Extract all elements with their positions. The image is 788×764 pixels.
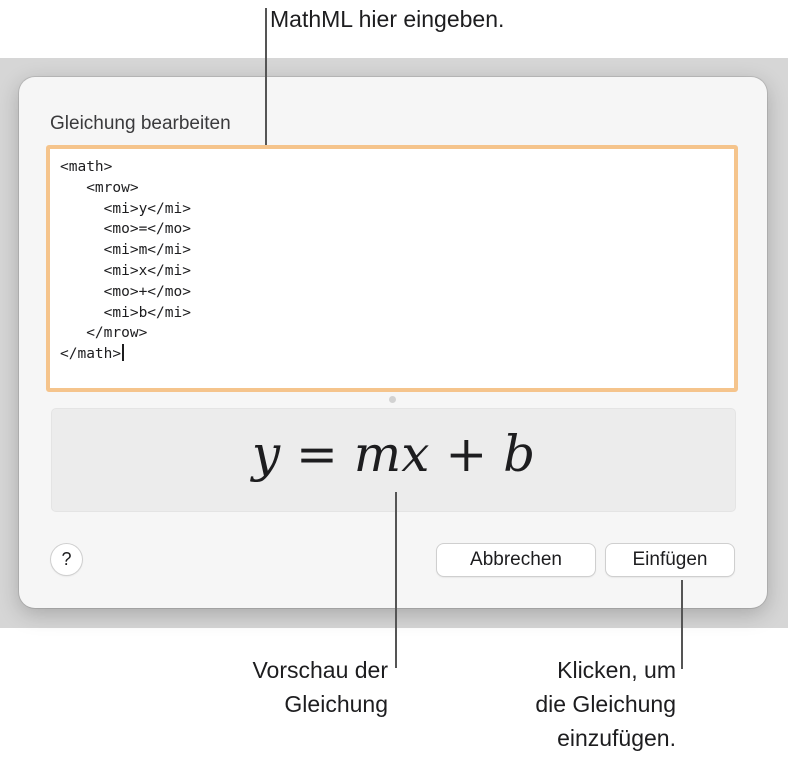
preview-formula xyxy=(52,425,735,483)
formula-equals: = xyxy=(295,425,338,483)
formula-m: m xyxy=(353,425,402,483)
callout-insert-line2: die Gleichung xyxy=(535,691,676,717)
callout-insert xyxy=(440,653,676,755)
formula-plus: + xyxy=(445,425,488,483)
callout-insert-line1: Klicken, um xyxy=(557,657,676,683)
callout-line-insert xyxy=(681,580,683,669)
callout-mathml-input: MathML hier eingeben. xyxy=(270,6,505,32)
equation-preview xyxy=(51,408,736,512)
callout-line-mathml xyxy=(265,8,267,145)
callout-preview xyxy=(100,653,388,721)
formula-x: x xyxy=(401,425,430,483)
text-caret xyxy=(122,344,124,361)
callout-insert-line3: einzufügen. xyxy=(557,725,676,751)
resize-handle[interactable] xyxy=(389,396,396,403)
dialog-title: Gleichung bearbeiten xyxy=(50,113,231,134)
mathml-editor[interactable] xyxy=(46,145,738,392)
formula-y: y xyxy=(251,425,281,483)
formula-b: b xyxy=(503,425,536,483)
help-button[interactable]: ? xyxy=(51,544,82,575)
equation-dialog xyxy=(19,77,767,608)
callout-preview-line1: Vorschau der xyxy=(252,657,388,683)
cancel-button[interactable]: Abbrechen xyxy=(437,544,595,576)
callout-preview-line2: Gleichung xyxy=(284,691,388,717)
callout-line-preview xyxy=(395,492,397,668)
mathml-code[interactable]: <math> <mrow> <mi>y</mi> <mo>=</mo> <mi>m</mi> <mi>x</mi> <mo>+</mo> <mi>b</mi> </mrow> </math> xyxy=(60,159,191,363)
insert-button[interactable]: Einfügen xyxy=(606,544,734,576)
